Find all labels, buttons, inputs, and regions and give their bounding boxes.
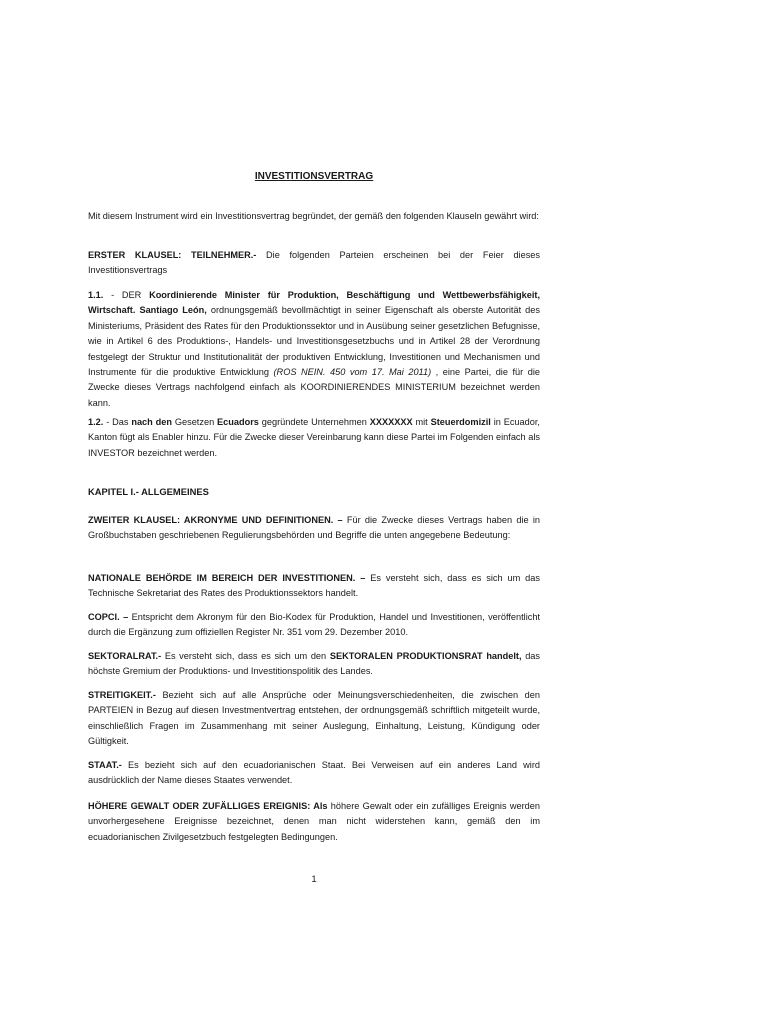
definition-sektoralrat [88,649,540,680]
document-title: INVESTITIONSVERTRAG [254,171,374,182]
definition-streitigkeit-text: Bezieht sich auf alle Ansprüche oder Meinungsverschiedenheiten, die zwischen den PARTEIEN in Bezug auf diesen Investmentvertrag entstehen, der ordnungsgemäß schriftlich mitgeteilt wurde, einschließlich Fragen im Zusammenhang mit seiner Auslegung, Einhaltung, Leistung, Kündigung oder Gültigkeit. [88,690,540,747]
definition-hoehere-gewalt-label: HÖHERE GEWALT ODER ZUFÄLLIGES EREIGNIS: Als [88,801,328,811]
section-1-2-text: in Ecuador, Kanton fügt als Enabler hinzu. Für die Zwecke dieser Vereinbarung kann diese Partei im Folgenden einfach als INVESTOR bezeichnet werden. [88,417,540,458]
definition-sektoralrat-text: das höchste Gremium der Produktions- und Investitionspolitik des Landes. [88,651,541,677]
clause-2-paragraph [88,513,540,544]
section-1-1-party-name: Koordinierende Minister für Produktion, Beschäftigung und Wettbewerbsfähigkeit, Wirtschaft. Santiago León, [88,290,540,316]
section-1-1-reference: (ROS NEIN. 450 vom 17. Mai 2011) [273,367,432,378]
definition-sektoralrat-bold: SEKTORALEN PRODUKTIONSRAT handelt, [329,651,522,661]
chapter-heading: KAPITEL I.- ALLGEMEINES [88,486,209,497]
definition-behoerde-label: NATIONALE BEHÖRDE IM BEREICH DER INVESTITIONEN. – [88,573,366,583]
section-1-1-text: ordnungsgemäß bevollmächtigt in seiner Eigenschaft als oberste Autorität des Ministeriums, Präsident des Rates für den Produktionssektor und in Ausübung seiner gesetzlichen Befugnisse, wie in Artikel 6 des Produktions-, Handels- und Investitionsgesetzbuchs und in Artikel 28 der Verordnung festgelegt der Struktur und Institutionalität der produktiven Entwicklung, Investitionen und Mechanismen und Instrumente für die produktive Entwicklung [88,305,540,378]
section-1-2-company-placeholder: XXXXXXX [369,417,413,427]
section-1-2-bold: nach den [131,417,172,427]
definition-copci [88,610,540,641]
definition-behoerde-text: Es versteht sich, dass es sich um das Technische Sekretariat des Rates des Produktionssektors handelt. [88,573,540,599]
definition-behoerde [88,571,540,602]
definition-streitigkeit-label: STREITIGKEIT.- [88,690,156,700]
definition-staat-text: Es bezieht sich auf den ecuadorianischen Staat. Bei Verweisen auf ein anderes Land wird ausdrücklich der Name dieses Staates verwendet. [88,760,540,786]
definition-hoehere-gewalt-text: höhere Gewalt oder ein zufälliges Ereignis werden unvorhergesehene Ereignisse bezeichnet, denen man nicht widerstehen kann, gemäß den im ecuadorianischen Zivilgesetzbuch festgelegten Bedingungen. [88,801,540,842]
intro-paragraph: Mit diesem Instrument wird ein Investitionsvertrag begründet, der gemäß den folgenden Klauseln gewährt wird: [88,211,539,221]
clause-2-label: ZWEITER KLAUSEL: AKRONYME UND DEFINITIONEN. – [88,515,343,525]
section-1-2-paragraph [88,415,540,461]
definition-copci-label: COPCI. – [88,612,129,622]
clause-2-text: Für die Zwecke dieses Vertrags haben die in Großbuchstaben geschriebenen Regulierungsbehörden und Begriffe die unten angegebene Bedeutung: [88,515,540,541]
clause-1-paragraph [88,248,540,279]
section-1-2-text: - Das [103,417,132,427]
section-1-1-text: - DER [103,290,150,300]
clause-1-text: Die folgenden Parteien erscheinen bei der Feier dieses Investitionsvertrags [88,250,541,276]
definition-sektoralrat-label: SEKTORALRAT.- [88,651,162,661]
section-1-2-number: 1.2. [88,417,104,427]
section-1-2-bold: Steuerdomizil [430,417,491,427]
section-1-2-text: mit [412,417,431,427]
definition-staat [88,758,540,789]
section-1-1-number: 1.1. [88,290,104,300]
definition-staat-label: STAAT.- [88,760,122,770]
section-1-2-text: gegründete Unternehmen [258,417,370,427]
section-1-1-text: , eine Partei, die für die Zwecke dieses Vertrags nachfolgend einfach als KOORDINIERENDES MINISTERIUM bezeichnet werden kann. [88,367,540,408]
definition-hoehere-gewalt [88,799,540,845]
definition-streitigkeit [88,688,540,750]
clause-1-label: ERSTER KLAUSEL: TEILNEHMER.- [88,250,257,260]
section-1-2-text: Gesetzen [171,417,218,427]
page-number: 1 [311,874,317,885]
section-1-1-paragraph [88,288,540,411]
section-1-2-bold: Ecuadors [217,417,259,427]
definition-sektoralrat-text: Es versteht sich, dass es sich um den [161,651,330,661]
definition-copci-text: Entspricht dem Akronym für den Bio-Kodex für Produktion, Handel und Investitionen, veröffentlicht durch die Ergänzung zum offiziellen Register Nr. 351 vom 29. Dezember 2010. [88,612,540,638]
